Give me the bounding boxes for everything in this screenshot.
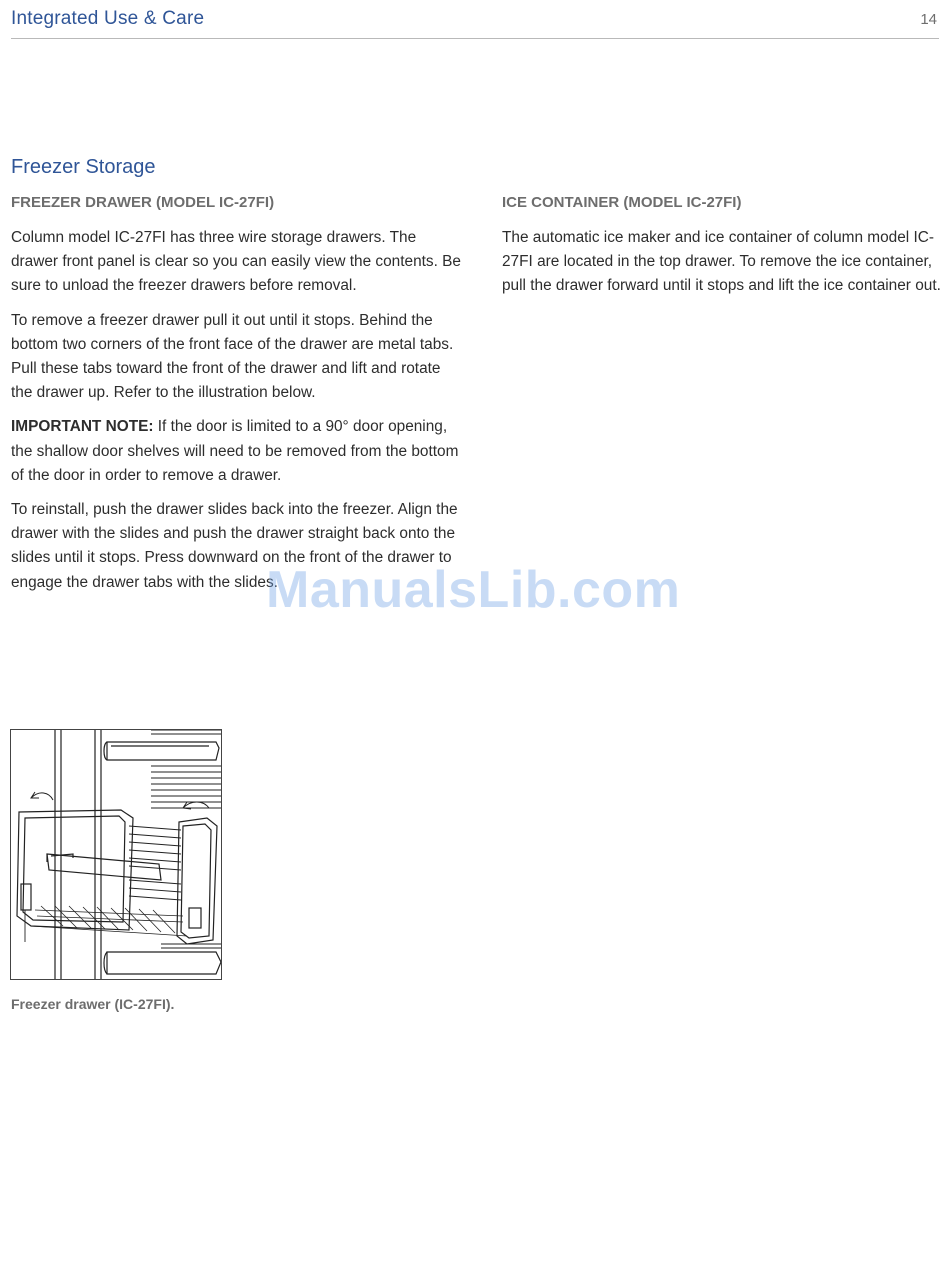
header-title: Integrated Use & Care <box>11 8 205 29</box>
header-divider <box>11 38 939 39</box>
important-note-label: IMPORTANT NOTE: <box>11 418 154 436</box>
freezer-drawer-paragraph-1: Column model IC-27FI has three wire storage drawers. The drawer front panel is clear so you can easily view the contents. Be sure to unload the freezer drawers before removal. <box>11 229 461 295</box>
freezer-drawer-illustration <box>10 729 222 980</box>
freezer-drawer-paragraph-2: To remove a freezer drawer pull it out until it stops. Behind the bottom two corners of the front face of the drawer are metal tabs. Pull these tabs toward the front of the drawer and lift and rotate the drawer up. Refer to the illustration below. <box>11 311 454 402</box>
left-column <box>11 193 463 605</box>
figure-caption: Freezer drawer (IC-27FI). <box>11 996 175 1012</box>
ice-container-subhead: ICE CONTAINER (MODEL IC-27FI) <box>502 194 742 211</box>
watermark: ManualsLib.com <box>266 561 681 619</box>
section-title: Freezer Storage <box>11 156 156 178</box>
freezer-drawer-subhead: FREEZER DRAWER (MODEL IC-27FI) <box>11 194 275 211</box>
right-column <box>502 193 948 309</box>
important-note-text: If the door is limited to a 90° door opening, the shallow door shelves will need to be removed from the bottom of the door in order to remove a drawer. <box>11 418 459 484</box>
freezer-drawer-paragraph-4: To reinstall, push the drawer slides back into the freezer. Align the drawer with the slides and push the drawer straight back onto the slides until it stops. Press downward on the front of the drawer to engage the drawer tabs with the slides. <box>11 501 458 591</box>
ice-container-paragraph: The automatic ice maker and ice container of column model IC-27FI are located in the top drawer. To remove the ice container, pull the drawer forward until it stops and lift the ice container out. <box>502 229 941 295</box>
page-number: 14 <box>920 11 937 28</box>
freezer-drawer-drawing <box>11 730 221 979</box>
important-note-paragraph <box>11 415 463 488</box>
